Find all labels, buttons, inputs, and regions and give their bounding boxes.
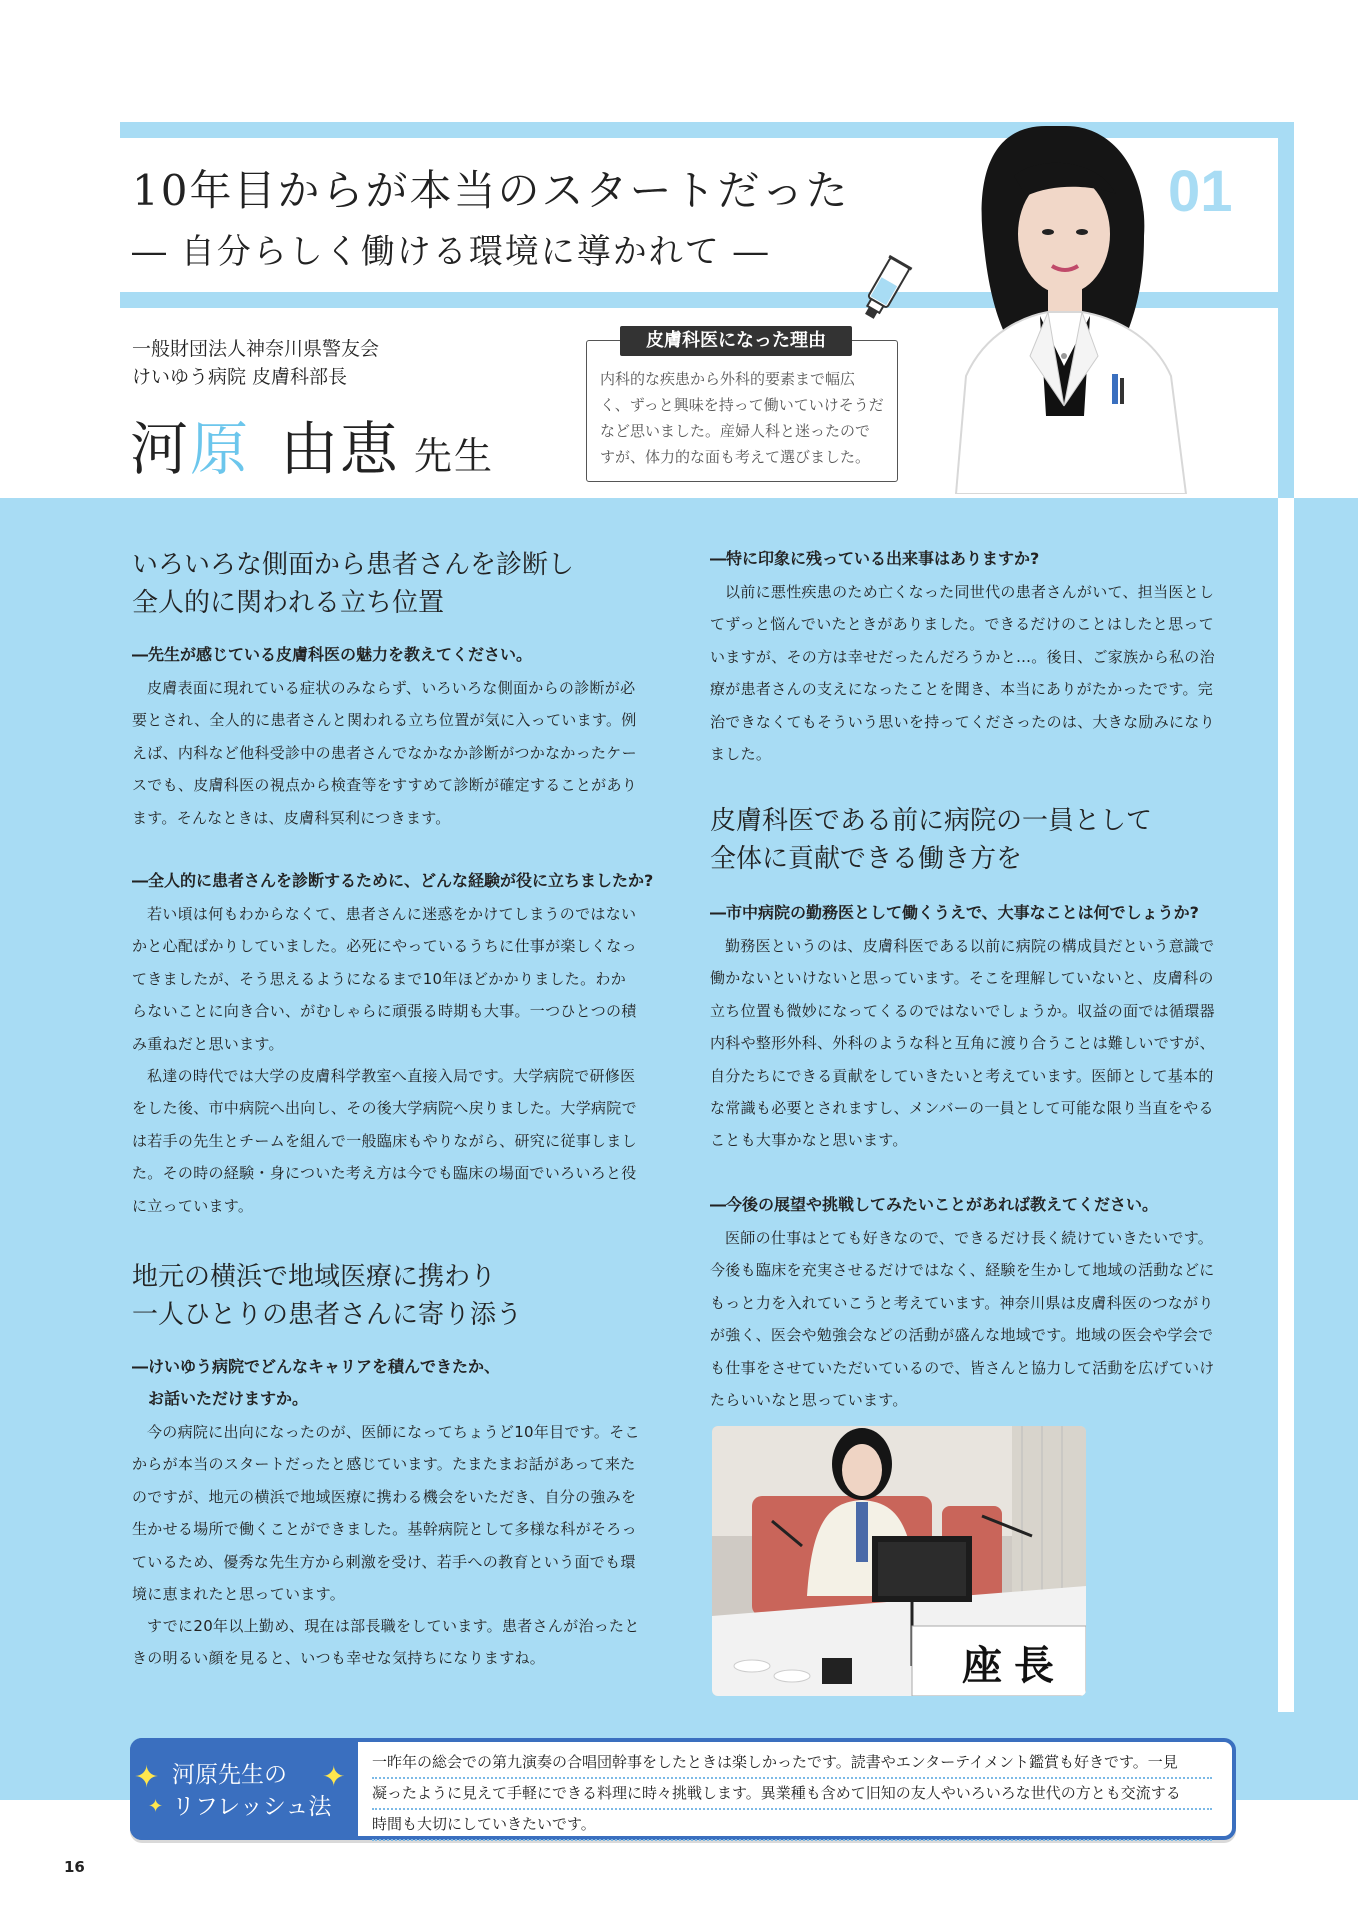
photo-sign: 座長 [962, 1642, 1066, 1689]
interview-question: ―けいゆう病院でどんなキャリアを積んできたか、 [132, 1357, 501, 1376]
reason-label: 皮膚科医になった理由 [620, 326, 852, 356]
section-heading-line: 皮膚科医である前に病院の一員として [710, 806, 1153, 836]
sparkle-icon: ✦ [322, 1760, 346, 1793]
name-part-2: 原 [190, 415, 251, 483]
interview-question: ―市中病院の勤務医として働くうえで、大事なことは何でしょうか? [710, 903, 1199, 922]
section-heading-line: 全体に貢献できる働き方を [710, 844, 1023, 874]
refresh-line: 一昨年の総会での第九演奏の合唱団幹事をしたときは楽しかったです。読書やエンターテイメント鑑賞も好きです。一見 [372, 1748, 1212, 1779]
interview-question: お話いただけますか。 [148, 1389, 309, 1408]
refresh-title-line-1: 河原先生の [172, 1762, 287, 1788]
body-frame-right [1278, 498, 1294, 1712]
section-heading-line: 地元の横浜で地域医療に携わり [132, 1262, 497, 1292]
section-heading [132, 1258, 640, 1334]
honorific: 先生 [414, 434, 495, 478]
doctor-portrait [926, 116, 1206, 494]
article-subtitle: ― 自分らしく働ける環境に導かれて ― [132, 232, 770, 272]
interview-answer: 勤務医というのは、皮膚科医である以前に病院の構成員だという意識で働かないといけないと思っています。そこを理解していないと、皮膚科の立ち位置も微妙になってくるのではないでしょうか。収益の面では循環器内科や整形外科、外科のような科と互角に渡り合うことは難しいですが、自分たちにできる貢献をしていきたいと考えています。医師として基本的な常識も必要とされますし、メンバーの一員として可能な限り当直をやることも大事かなと思います。 [710, 937, 1215, 1150]
interview-answer: 皮膚表面に現れている症状のみならず、いろいろな側面からの診断が必要とされ、全人的に患者さんと関われる立ち位置が気に入っています。例えば、内科など他科受診中の患者さんでなかなか診断がつかなかったケースでも、皮膚科医の視点から検査等をすすめて診断が確定することがあります。そんなときは、皮膚科冥利につきます。 [132, 679, 638, 827]
interview-answer: すでに20年以上勤め、現在は部長職をしています。患者さんが治ったときの明るい顔を見ると、いつも幸せな気持ちになりますね。 [132, 1617, 640, 1668]
interview-answer: 私達の時代では大学の皮膚科学教室へ直接入局です。大学病院で研修医をした後、市中病院へ出向し、その後大学病院へ戻りました。大学病院では若手の先生とチームを組んで一般臨床もやりながら、研究に従事しました。その時の経験・身についた考え方は今でも臨床の場面でいろいろと役に立っています。 [132, 1067, 637, 1215]
reason-line: すが、体力的な面も考えて選びました。 [600, 448, 871, 466]
sparkle-icon: ✦ [134, 1760, 160, 1795]
interview-answer: 今の病院に出向になったのが、医師になってちょうど10年目です。そこからが本当のスタートだったと感じています。たまたまお話があって来たのですが、地元の横浜で地域医療に携わる機会をいただき、自分の強みを生かせる場所で働くことができました。基幹病院として多様な科がそろっているため、優秀な先生方から刺激を受け、若手への教育という面でも環境に恵まれたと思っています。 [132, 1423, 640, 1604]
org-line-1: 一般財団法人神奈川県警友会 [132, 338, 380, 360]
page-number: 16 [64, 1858, 85, 1876]
reason-line: く、ずっと興味を持って働いていけそうだ [600, 396, 884, 414]
doctor-name [130, 402, 494, 486]
refresh-text [372, 1748, 1212, 1841]
interview-answer: 医師の仕事はとても好きなので、できるだけ長く続けていきたいです。今後も臨床を充実させるだけではなく、経験を生かして地域の活動などにもっと力を入れていこうと考えています。神奈川県は皮膚科医のつながりが強く、医会や勉強会などの活動が盛んな地域です。地域の医会や学会でも仕事をさせていただいているので、皆さんと協力して活動を広げていけたらいいなと思っています。 [710, 1229, 1215, 1410]
interview-question: ―全人的に患者さんを診断するために、どんな経験が役に立ちましたか? [132, 871, 654, 890]
section-heading [710, 802, 1220, 878]
event-photo [712, 1426, 1086, 1696]
article-title: 10年目からが本当のスタートだった [132, 166, 850, 215]
interview-answer: 以前に悪性疾患のため亡くなった同世代の患者さんがいて、担当医としてずっと悩んでいたときがありました。できるだけのことはしたと思っていますが、その方は幸せだったんだろうかと…。後日、ご家族から私の治療が患者さんの支えになったことを聞き、本当にありがたかったです。完治できなくてもそういう思いを持ってくださったのは、大きな励みになりました。 [710, 583, 1215, 764]
section-heading-line: いろいろな側面から患者さんを診断し [132, 550, 575, 580]
interview-question: ―特に印象に残っている出来事はありますか? [710, 549, 1040, 568]
section-heading [132, 546, 640, 622]
section-heading-line: 全人的に関われる立ち位置 [132, 588, 445, 618]
refresh-title-line-2: リフレッシュ法 [172, 1794, 332, 1820]
ointment-tube-icon [854, 252, 914, 326]
sparkle-icon: ✦ [148, 1796, 164, 1817]
reason-line: など思いました。産婦人科と迷ったので [600, 422, 871, 440]
name-part-1: 河 [130, 415, 191, 483]
interview-question: ―今後の展望や挑戦してみたいことがあれば教えてください。 [710, 1195, 1159, 1214]
interview-answer: 若い頃は何もわからなくて、患者さんに迷惑をかけてしまうのではないかと心配ばかりしていました。必死にやっているうちに仕事が楽しくなってきましたが、そう思えるようになるまで10年ほどかかりました。わからないことに向き合い、がむしゃらに頑張る時期も大事。一つひとつの積み重ねだと思います。 [132, 905, 637, 1053]
article-number: 01 [1168, 159, 1233, 224]
reason-line: 内科的な疾患から外科的要素まで幅広 [600, 370, 856, 388]
name-part-3: 由恵 [280, 415, 401, 483]
org-line-2: けいゆう病院 皮膚科部長 [132, 366, 348, 388]
refresh-line: 時間も大切にしていきたいです。 [372, 1810, 1212, 1841]
interview-question: ―先生が感じている皮膚科医の魅力を教えてください。 [132, 645, 533, 664]
refresh-line: 凝ったように見えて手軽にできる料理に時々挑戦します。異業種も含めて旧知の友人やいろいろな世代の方とも交流する [372, 1779, 1212, 1810]
reason-text [600, 366, 886, 470]
section-heading-line: 一人ひとりの患者さんに寄り添う [132, 1300, 523, 1330]
